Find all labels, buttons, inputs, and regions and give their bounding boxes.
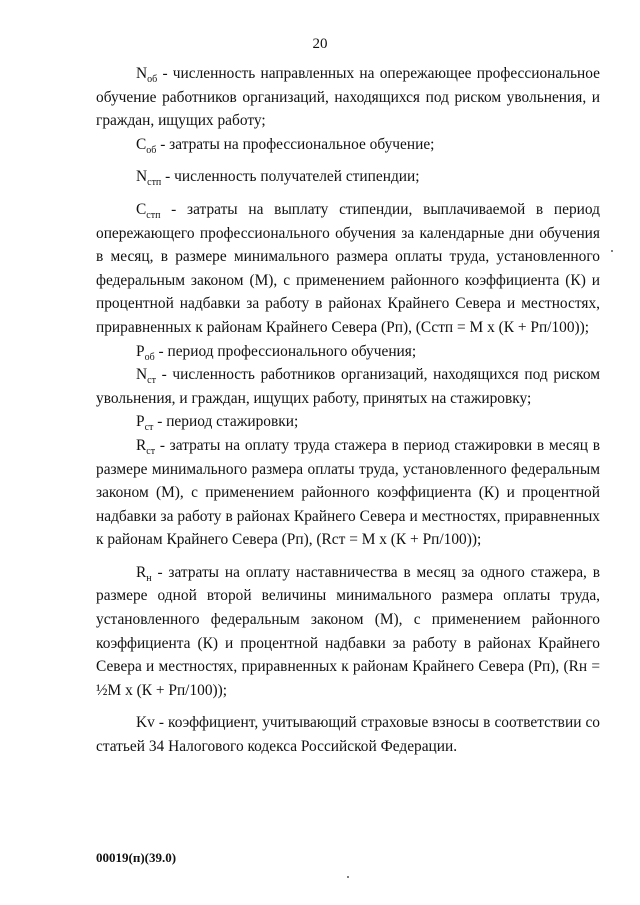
- definition-paragraph: [96, 434, 600, 552]
- symbol-subscript: ст: [144, 422, 154, 434]
- document-code: 00019(п)(39.0): [96, 850, 177, 865]
- definition-paragraph: [96, 62, 600, 133]
- symbol: R: [136, 436, 147, 454]
- page-number: 20: [312, 36, 328, 52]
- symbol-subscript: стп: [147, 177, 162, 189]
- symbol-subscript: н: [146, 572, 152, 584]
- symbol: C: [136, 200, 147, 218]
- definition-paragraph: [96, 410, 600, 434]
- definition-text: - численность направленных на опережающее профессиональное обучение работников организаций, находящихся под риском увольнения, и граждан, ищущих работу;: [96, 65, 600, 130]
- definition-paragraph: [96, 363, 600, 410]
- definition-text: - затраты на оплату труда стажера в период стажировки в месяц в размере минимального размера оплаты труда, установленного федеральным законом (М), с применением районного коэффициента (К) и процентной надбавки за работу в районах Крайнего Севера и местностях, приравненных к районам Крайнего Севера (Рп), (Rст = М х (К + Рп/100));: [96, 436, 600, 549]
- symbol: N: [136, 65, 148, 82]
- scan-speck: [347, 876, 349, 878]
- definition-text: - затраты на выплату стипендии, выплачиваемой в период опережающего профессионального обучения за календарные дни обучения в месяц, в размере минимального размера оплаты труда, установленного федеральным законом (М), с применением районного коэффициента (К) и процентной надбавки за работу в районах Крайнего Севера и местностях, приравненных к районам Крайнего Севера (Рп), (Сстп = М х (К + Рп/100));: [96, 200, 600, 336]
- symbol: C: [136, 135, 147, 153]
- definition-text: - период стажировки;: [153, 413, 299, 431]
- scan-speck: [611, 250, 613, 252]
- definition-text: - затраты на оплату наставничества в месяц за одного стажера, в размере одной второй величины минимального размера оплаты труда, установленного федеральным законом (М), с применением районного коэффициента (К) и процентной надбавки за работу в районах Крайнего Севера и местностях, приравненных к районам Крайнего Севера (Рп), (Rн = ½М х (К + Рп/100));: [96, 563, 600, 699]
- symbol: Kv: [136, 714, 155, 732]
- symbol-subscript: стп: [146, 210, 161, 222]
- definition-paragraph: [96, 165, 600, 189]
- definition-text: - численность работников организаций, находящихся под риском увольнения, и граждан, ищущих работу, принятых на стажировку;: [96, 366, 600, 407]
- symbol: P: [136, 413, 145, 431]
- symbol-subscript: ст: [147, 375, 156, 387]
- symbol: N: [136, 366, 148, 384]
- symbol-subscript: об: [147, 74, 158, 86]
- definition-text: - период профессионального обучения;: [154, 342, 417, 360]
- symbol: R: [136, 563, 147, 581]
- definition-paragraph: [96, 561, 600, 703]
- definition-text: - затраты на профессиональное обучение;: [156, 135, 435, 153]
- symbol: N: [136, 168, 148, 186]
- definition-paragraph: [96, 340, 600, 364]
- symbol: P: [136, 342, 145, 360]
- definition-paragraph: [96, 133, 600, 157]
- definitions-list: [96, 62, 600, 759]
- definition-text: - численность получателей стипендии;: [161, 168, 420, 186]
- definition-paragraph: [96, 198, 600, 340]
- symbol-subscript: об: [144, 351, 155, 363]
- definition-text: - коэффициент, учитывающий страховые взносы в соответствии со статьей 34 Налогового кодекса Российской Федерации.: [96, 714, 600, 756]
- symbol-subscript: об: [146, 144, 157, 156]
- symbol-subscript: ст: [146, 445, 156, 457]
- definition-paragraph: [96, 711, 600, 758]
